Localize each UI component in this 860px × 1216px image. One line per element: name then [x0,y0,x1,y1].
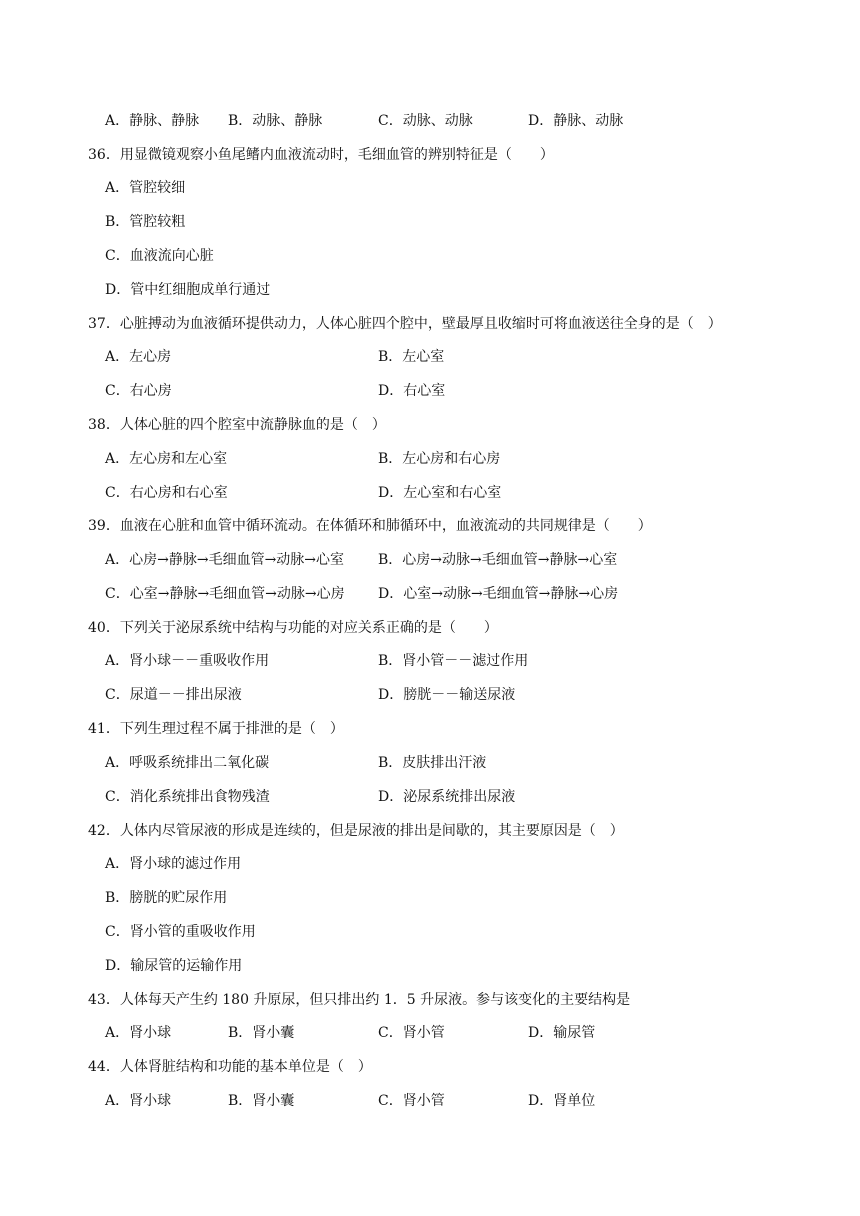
q38-option-a: A．左心房和左心室 [105,451,228,467]
q36-option-d: D．管中红细胞成单行通过 [105,282,271,298]
q43-option-b: B．肾小囊 [228,1025,295,1041]
q36-option-a: A．管腔较细 [105,180,186,196]
question-40: 40．下列关于泌尿系统中结构与功能的对应关系正确的是（ ） [88,620,498,636]
q38-option-d: D．左心室和右心室 [378,485,502,501]
q42-option-b: B．膀胱的贮尿作用 [105,890,228,906]
q40-option-c: C．尿道－－排出尿液 [105,687,242,703]
q41-option-b: B．皮肤排出汗液 [378,755,487,771]
q37-option-c: C．右心房 [105,383,172,399]
q39-option-d: D．心室→动脉→毛细血管→静脉→心房 [378,586,619,602]
q40-option-a: A．肾小球－－重吸收作用 [105,653,270,669]
q38-option-c: C．右心房和右心室 [105,485,228,501]
q44-option-d: D．肾单位 [528,1093,596,1109]
q37-option-d: D．右心室 [378,383,446,399]
question-42: 42．人体内尽管尿液的形成是连续的，但是尿液的排出是间歇的，其主要原因是（ ） [88,823,624,839]
q39-option-b: B．心房→动脉→毛细血管→静脉→心室 [378,552,618,568]
q36-option-c: C．血液流向心脏 [105,248,214,264]
q39-option-c: C．心室→静脉→毛细血管→动脉→心房 [105,586,345,602]
q36-option-b: B．管腔较粗 [105,214,186,230]
q41-option-c: C．消化系统排出食物残渣 [105,789,270,805]
q41-option-d: D．泌尿系统排出尿液 [378,789,516,805]
q44-option-c: C．肾小管 [378,1093,445,1109]
q42-option-a: A．肾小球的滤过作用 [105,856,242,872]
q35-option-d: D．静脉、动脉 [528,113,624,129]
question-37: 37．心脏搏动为血液循环提供动力，人体心脏四个腔中，壁最厚且收缩时可将血液送往全身的是（ ） [88,316,722,332]
q35-option-a: A．静脉、静脉 [105,113,200,129]
q43-option-d: D．输尿管 [528,1025,596,1041]
q44-option-a: A．肾小球 [105,1093,172,1109]
q42-option-c: C．肾小管的重吸收作用 [105,924,256,940]
question-43: 43．人体每天产生约 180 升原尿，但只排出约 1．5 升尿液。参与该变化的主要结构是 [88,992,631,1008]
question-36: 36．用显微镜观察小鱼尾鳍内血液流动时，毛细血管的辨别特征是（ ） [88,147,554,163]
q42-option-d: D．输尿管的运输作用 [105,958,243,974]
question-38: 38．人体心脏的四个腔室中流静脉血的是（ ） [88,417,386,433]
q37-option-a: A．左心房 [105,349,172,365]
q39-option-a: A．心房→静脉→毛细血管→动脉→心室 [105,552,345,568]
q35-option-b: B．动脉、静脉 [228,113,323,129]
q43-option-a: A．肾小球 [105,1025,172,1041]
q44-option-b: B．肾小囊 [228,1093,295,1109]
question-44: 44．人体肾脏结构和功能的基本单位是（ ） [88,1059,372,1075]
question-39: 39．血液在心脏和血管中循环流动。在体循环和肺循环中，血液流动的共同规律是（ ） [88,518,652,534]
q43-option-c: C．肾小管 [378,1025,445,1041]
q40-option-b: B．肾小管－－滤过作用 [378,653,529,669]
question-41: 41．下列生理过程不属于排泄的是（ ） [88,721,344,737]
q35-option-c: C．动脉、动脉 [378,113,473,129]
q37-option-b: B．左心室 [378,349,445,365]
q38-option-b: B．左心房和右心房 [378,451,501,467]
q41-option-a: A．呼吸系统排出二氧化碳 [105,755,270,771]
q40-option-d: D．膀胱－－输送尿液 [378,687,516,703]
